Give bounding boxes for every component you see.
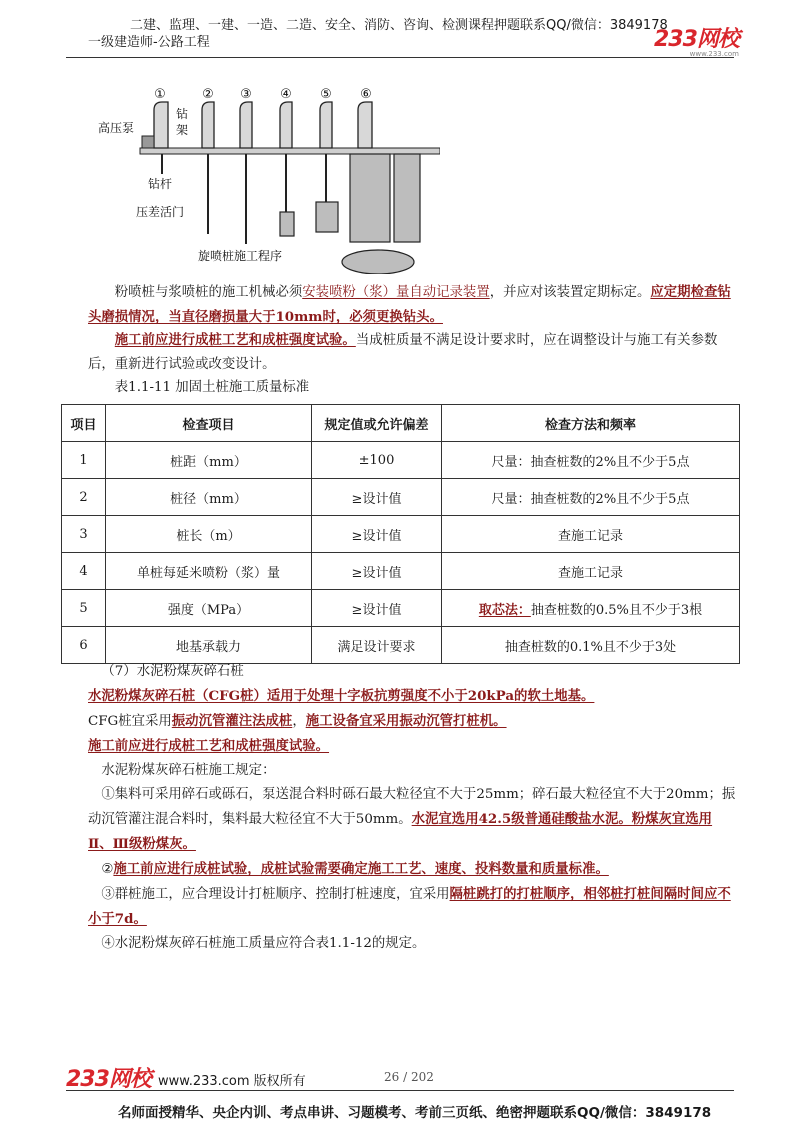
th-method: 检查方法和频率 <box>442 405 740 442</box>
footer-rule <box>66 1090 734 1091</box>
s7-line-6-text: ② <box>101 862 114 877</box>
table-caption <box>88 376 736 400</box>
jet-grouting-diagram <box>96 84 440 274</box>
p1-text-2: ，并应对该装置定期标定。 <box>489 285 651 300</box>
cell-item: 桩径（mm） <box>106 479 312 516</box>
cell-item: 桩长（m） <box>106 516 312 553</box>
table-row <box>62 479 740 516</box>
cell-no: 4 <box>62 553 106 590</box>
s7-line-5-text: ①集料可采用碎石或砾石，泵送混合料时砾石最大粒径宜不大于25mm；碎石最大粒径宜不大于20mm；振动沉管灌注混合料时，集料最大粒径宜不大于50mm。 <box>88 787 736 827</box>
paragraph-2 <box>88 328 736 377</box>
cell-item: 强度（MPa） <box>106 590 312 627</box>
p1-text-1: 粉喷桩与浆喷桩的施工机械必须 <box>114 285 303 300</box>
cell-value: ≥设计值 <box>312 590 442 627</box>
th-value: 规定值或允许偏差 <box>312 405 442 442</box>
header-top-line: 二建、监理、一建、一造、二造、安全、消防、咨询、检测课程押题联系QQ/微信：3849178 <box>130 18 668 33</box>
s7-line-8: ④水泥粉煤灰碎石桩施工质量应符合表1.1-12的规定。 <box>101 936 426 951</box>
table-caption-text: 表1.1-11 加固土桩施工质量标准 <box>114 380 310 395</box>
th-no: 项目 <box>62 405 106 442</box>
quality-standard-table <box>61 404 740 664</box>
pump-body <box>142 136 154 148</box>
cell-method: 查施工记录 <box>442 553 740 590</box>
drill-rig-6 <box>358 102 372 148</box>
header-logo-text: 233网校 <box>654 27 739 52</box>
p1-underline-1: 安装喷粉（浆）量自动记录装置 <box>302 285 490 300</box>
cell-method-underline: 取芯法： <box>478 602 531 618</box>
drill-rig-2 <box>202 102 214 148</box>
s7-line-4: 水泥粉煤灰碎石桩施工规定： <box>101 763 276 778</box>
cell-no: 2 <box>62 479 106 516</box>
grout-column-6b <box>394 154 420 242</box>
table-row <box>62 627 740 664</box>
drill-rig-4 <box>280 102 292 148</box>
s7-line-2-u2: 施工设备宜采用振动沉管打桩机。 <box>305 713 507 729</box>
cell-method-text: 抽查桩数的0.5%且不少于3根 <box>530 602 703 618</box>
table-row <box>62 516 740 553</box>
s7-line-5-u: 水泥宜选用42.5级普通硅酸盐水泥。粉煤灰宜选用Ⅱ、Ⅲ级粉煤灰。 <box>88 811 713 852</box>
grout-column-5 <box>316 202 338 232</box>
cell-value: ≥设计值 <box>312 553 442 590</box>
table-row <box>62 442 740 479</box>
footer-bottom-line: 名师面授精华、央企内训、考点串讲、习题模考、考前三页纸、绝密押题联系QQ/微信：3849178 <box>118 1105 712 1121</box>
step-label-2: ② <box>202 87 214 102</box>
label-frame-2: 架 <box>176 123 189 137</box>
section-7 <box>88 660 736 956</box>
cell-item: 地基承载力 <box>106 627 312 664</box>
label-valve: 压差活门 <box>136 205 185 219</box>
header-rule <box>66 57 734 58</box>
step-label-4: ④ <box>280 87 292 102</box>
cell-method: 抽查桩数的0.1%且不少于3处 <box>442 627 740 664</box>
s7-line-2-text: CFG桩宜采用 <box>88 714 172 729</box>
step-label-5: ⑤ <box>320 87 332 102</box>
th-item: 检查项目 <box>106 405 312 442</box>
label-frame-1: 钻 <box>176 107 189 121</box>
step-label-6: ⑥ <box>360 87 372 102</box>
grout-column-6-base <box>342 250 414 274</box>
s7-line-1: 水泥粉煤灰碎石桩（CFG桩）适用于处理十字板抗剪强度不小于20kPa的软土地基。 <box>88 688 595 704</box>
cell-method: 尺量：抽查桩数的2%且不少于5点 <box>442 442 740 479</box>
page-number: 26 / 202 <box>384 1070 434 1084</box>
cell-value: ≥设计值 <box>312 479 442 516</box>
cell-item: 桩距（mm） <box>106 442 312 479</box>
s7-line-7-text: ③群桩施工，应合理设计打桩顺序、控制打桩速度，宜采用 <box>101 887 450 902</box>
label-pump: 高压泵 <box>98 121 135 135</box>
footer-site: www.233.com 版权所有 <box>158 1074 306 1089</box>
header-subtitle: 一级建造师-公路工程 <box>88 35 210 50</box>
cell-no: 6 <box>62 627 106 664</box>
cell-method <box>442 590 740 627</box>
step-label-1: ① <box>154 87 166 102</box>
cell-value: ±100 <box>312 442 442 479</box>
table-row <box>62 590 740 627</box>
p2-underline-1: 施工前应进行成桩工艺和成桩强度试验。 <box>114 332 356 348</box>
p2-text-1: 当成桩质量不满足设计要求时，应在调整设计与施工有关参数后，重新进行试验或改变设计。 <box>88 333 718 372</box>
paragraph-1 <box>88 280 736 330</box>
s7-line-3: 施工前应进行成桩工艺和成桩强度试验。 <box>88 738 330 754</box>
footer-logo: 233网校 <box>66 1067 151 1092</box>
cell-no: 1 <box>62 442 106 479</box>
cell-value: 满足设计要求 <box>312 627 442 664</box>
s7-line-2-comma: ， <box>292 714 306 729</box>
grout-column-6a <box>350 154 390 242</box>
cell-method: 尺量：抽查桩数的2%且不少于5点 <box>442 479 740 516</box>
s7-line-7-u: 隔桩跳打的打桩顺序，相邻桩打桩间隔时间应不小于7d。 <box>88 886 731 927</box>
drill-rig-5 <box>320 102 332 148</box>
cell-item: 单桩每延米喷粉（浆）量 <box>106 553 312 590</box>
table-header-row <box>62 405 740 442</box>
s7-line-2-u1: 振动沉管灌注法成桩 <box>171 713 293 729</box>
p1-underline-2: 应定期检查钻头磨损情况，当直径磨损量大于10mm时，必须更换钻头。 <box>88 284 731 325</box>
grout-column-4 <box>280 212 294 236</box>
drill-rig-1 <box>154 102 168 148</box>
header-logo <box>654 22 739 58</box>
cell-method: 查施工记录 <box>442 516 740 553</box>
cell-no: 3 <box>62 516 106 553</box>
diagram-caption: 旋喷桩施工程序 <box>198 249 283 263</box>
cell-no: 5 <box>62 590 106 627</box>
ground-surface <box>140 148 440 154</box>
s7-line-6-u: 施工前应进行成桩试验，成桩试验需要确定施工工艺、速度、投料数量和质量标准。 <box>113 861 609 877</box>
label-rod: 钻杆 <box>148 177 173 191</box>
cell-value: ≥设计值 <box>312 516 442 553</box>
table-row <box>62 553 740 590</box>
step-label-3: ③ <box>240 87 252 102</box>
section-7-title: （7）水泥粉煤灰碎石桩 <box>101 664 244 679</box>
header-logo-sub: www.233.com <box>689 50 739 58</box>
drill-rig-3 <box>240 102 252 148</box>
